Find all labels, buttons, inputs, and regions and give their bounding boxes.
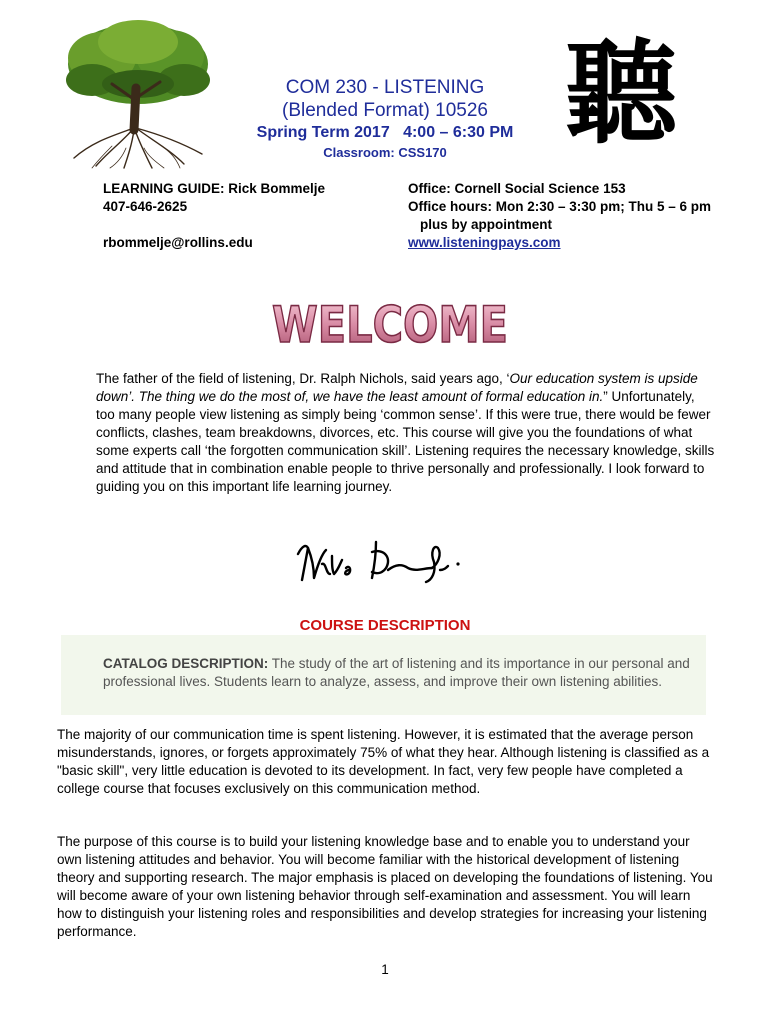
course-paragraph-1: The majority of our communication time is spent listening. However, it is estimated that the average person misunderstands, ignores, or forgets approximately 75% of what they hear. Although listening is classified as a "basic skill", very little education is devoted to its development. In fact, very few people have completed a college course that focuses exclusively on this communication method. — [57, 727, 710, 796]
course-paragraph-2: The purpose of this course is to build your listening knowledge base and to enable you to understand your own listening attitudes and behavior. You will become familiar with the historical development of listening theory and supporting research. The major emphasis is placed on developing the foundations of listening. You will become aware of your own listening behavior through self-examination and assessment. You will learn how to distinguish your listening roles and responsibilities and develop strategies for increasing your listening performance. — [57, 834, 713, 939]
phone-number: 407-646-2625 — [103, 199, 188, 214]
nichols-quote: Our education system is upside down’. The thing we do the most of, we have the least amount of formal education in. — [96, 371, 698, 404]
course-title: COM 230 - LISTENING — [285, 77, 485, 98]
catalog-label: CATALOG DESCRIPTION: — [103, 656, 269, 671]
course-format: (Blended Format) 10526 — [282, 100, 488, 121]
signature — [292, 534, 478, 586]
appointment-note: plus by appointment — [420, 217, 553, 232]
course-description-heading: COURSE DESCRIPTION — [299, 617, 471, 634]
website-link[interactable]: www.listeningpays.com — [408, 235, 561, 250]
intro-paragraph — [96, 370, 716, 496]
welcome-banner — [266, 290, 514, 358]
welcome-text: WELCOME — [272, 296, 508, 354]
classroom: Classroom: CSS170 — [323, 145, 447, 160]
catalog-text: The study of the art of listening and its importance in our personal and professional lives. Students learn to analyze, assess, and improve their own listening abilities. — [103, 656, 690, 689]
email-address[interactable]: rbommelje@rollins.edu — [103, 235, 253, 250]
contact-left — [103, 180, 325, 252]
term-schedule: Spring Term 2017 4:00 – 6:30 PM — [256, 124, 514, 141]
learning-guide: LEARNING GUIDE: Rick Bommelje — [103, 181, 326, 196]
office-location: Office: Cornell Social Science 153 — [408, 181, 626, 196]
intro-lead: The father of the field of listening, Dr. Ralph Nichols, said years ago, ‘ — [96, 371, 510, 386]
contact-right — [408, 180, 711, 252]
kanji-listen-glyph: 聽 — [565, 28, 677, 159]
intro-rest: ” Unfortunately, too many people view listening as simply being ‘common sense’. If this were true, there would be fewer conflicts, clashes, team breakdowns, divorces, etc. This course will give you the foundations of what some experts call ‘the forgotten communication skill’. Listening requires the necessary knowledge, skills and attitude that in combination enable people to thrive personally and professionally. I look forward to guiding you on this important life learning journey. — [96, 389, 715, 494]
page-number: 1 — [381, 962, 389, 977]
catalog-description — [103, 655, 703, 691]
office-hours: Office hours: Mon 2:30 – 3:30 pm; Thu 5 – 6 pm — [408, 199, 712, 214]
